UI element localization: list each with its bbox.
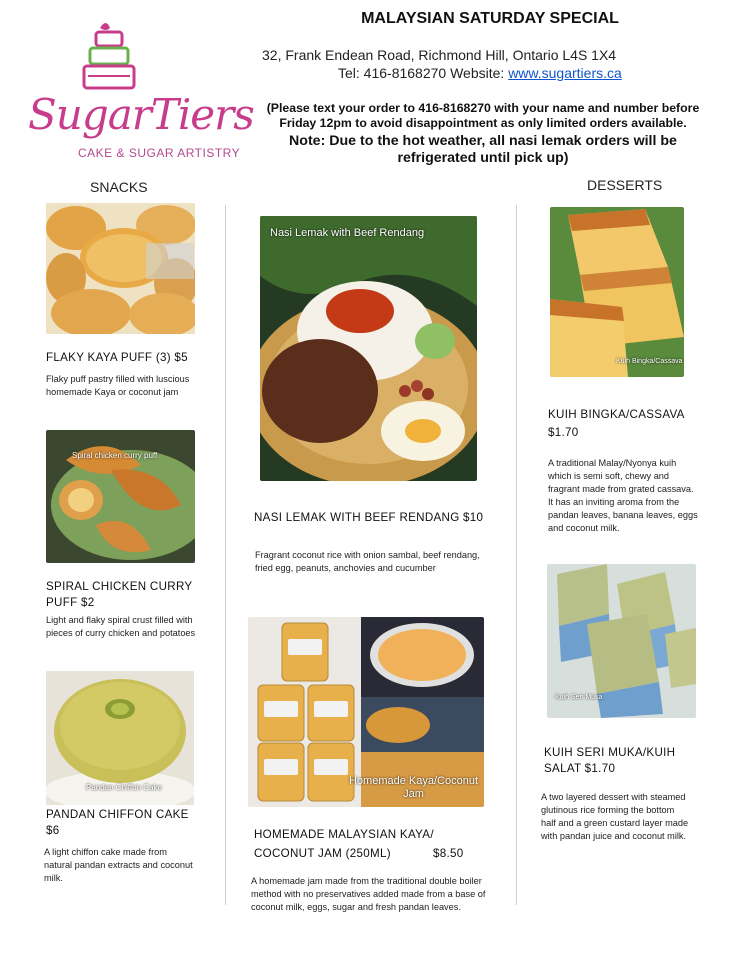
kuih-bingka-price: $1.70 — [548, 426, 579, 439]
kuih-seri-muka-title: KUIH SERI MUKA/KUIH SALAT $1.70 — [544, 746, 676, 775]
kaya-jam-desc: A homemade jam made from the traditional double boiler method with no preservatives added made from a base of coconut milk, eggs, sugar and fresh pandan leaves. — [251, 876, 486, 912]
pandan-cake-caption: Pandan Chiffon Cake — [86, 783, 162, 792]
column-divider-right — [516, 205, 517, 905]
nasi-lemak-desc: Fragrant coconut rice with onion sambal, beef rendang, fried egg, peanuts, anchovies and cucumber — [255, 550, 480, 573]
brand-tagline: CAKE & SUGAR ARTISTRY — [78, 146, 241, 160]
kaya-jam-photo — [248, 617, 484, 807]
nasi-lemak-title: NASI LEMAK WITH BEEF RENDANG $10 — [254, 511, 484, 524]
kuih-bingka-caption: Kuih Bingka/Cassava — [616, 358, 683, 365]
pandan-cake-desc: A light chiffon cake made from natural pandan extracts and coconut milk. — [44, 847, 193, 883]
kaya-puff-title: FLAKY KAYA PUFF (3) $5 — [46, 351, 188, 364]
order-notice: (Please text your order to 416-8168270 with your name and number before Friday 12pm to avoid disappointment as only limited orders available. — [266, 101, 700, 130]
kaya-jam-caption: Homemade Kaya/Coconut Jam — [348, 775, 478, 800]
curry-puff-desc: Light and flaky spiral crust filled with pieces of curry chicken and potatoes — [46, 615, 196, 638]
kuih-seri-muka-photo — [547, 564, 696, 718]
kaya-jam-title-line1: HOMEMADE MALAYSIAN KAYA/ — [254, 828, 434, 841]
weather-note: Note: Due to the hot weather, all nasi lemak orders will be refrigerated until pick up) — [289, 133, 677, 166]
kaya-puff-photo — [46, 203, 195, 334]
contact-line — [338, 65, 622, 81]
page-title: MALAYSIAN SATURDAY SPECIAL — [361, 10, 619, 27]
kaya-jam-price: $8.50 — [433, 847, 464, 860]
kuih-bingka-photo — [550, 207, 684, 377]
nasi-lemak-caption: Nasi Lemak with Beef Rendang — [270, 227, 425, 239]
curry-puff-title: SPIRAL CHICKEN CURRY PUFF $2 — [46, 580, 193, 609]
brand-logo: SugarTiers — [28, 90, 254, 139]
pandan-cake-title: PANDAN CHIFFON CAKE $6 — [46, 808, 189, 837]
section-desserts: DESSERTS — [587, 177, 663, 193]
column-divider-left — [225, 205, 226, 905]
kuih-seri-muka-caption: Kuih Seri Muka — [555, 694, 603, 701]
kuih-seri-muka-desc: A two layered dessert with steamed glutinous rice forming the bottom half and a green custard layer made with pandan juice and coconut milk. — [541, 792, 689, 841]
curry-puff-photo — [46, 430, 195, 563]
website-link[interactable]: www.sugartiers.ca — [508, 65, 622, 81]
nasi-lemak-photo — [260, 216, 477, 481]
kaya-jam-title-line2: COCONUT JAM (250ML) — [254, 847, 391, 860]
kaya-puff-desc: Flaky puff pastry filled with luscious homemade Kaya or coconut jam — [46, 374, 190, 397]
address: 32, Frank Endean Road, Richmond Hill, Ontario L4S 1X4 — [262, 47, 617, 63]
pandan-cake-photo — [46, 671, 194, 805]
section-snacks: SNACKS — [90, 179, 148, 195]
kuih-bingka-desc: A traditional Malay/Nyonya kuih which is semi soft, chewy and fragrant made from grated cassava. It has an inviting aroma from the pandan leaves, banana leaves, eggs and coconut milk. — [548, 458, 698, 533]
tel-label: Tel: 416-8168270 Website: — [338, 65, 509, 81]
kuih-bingka-title: KUIH BINGKA/CASSAVA — [548, 408, 685, 421]
curry-puff-caption: Spiral chicken curry puff — [72, 451, 158, 460]
